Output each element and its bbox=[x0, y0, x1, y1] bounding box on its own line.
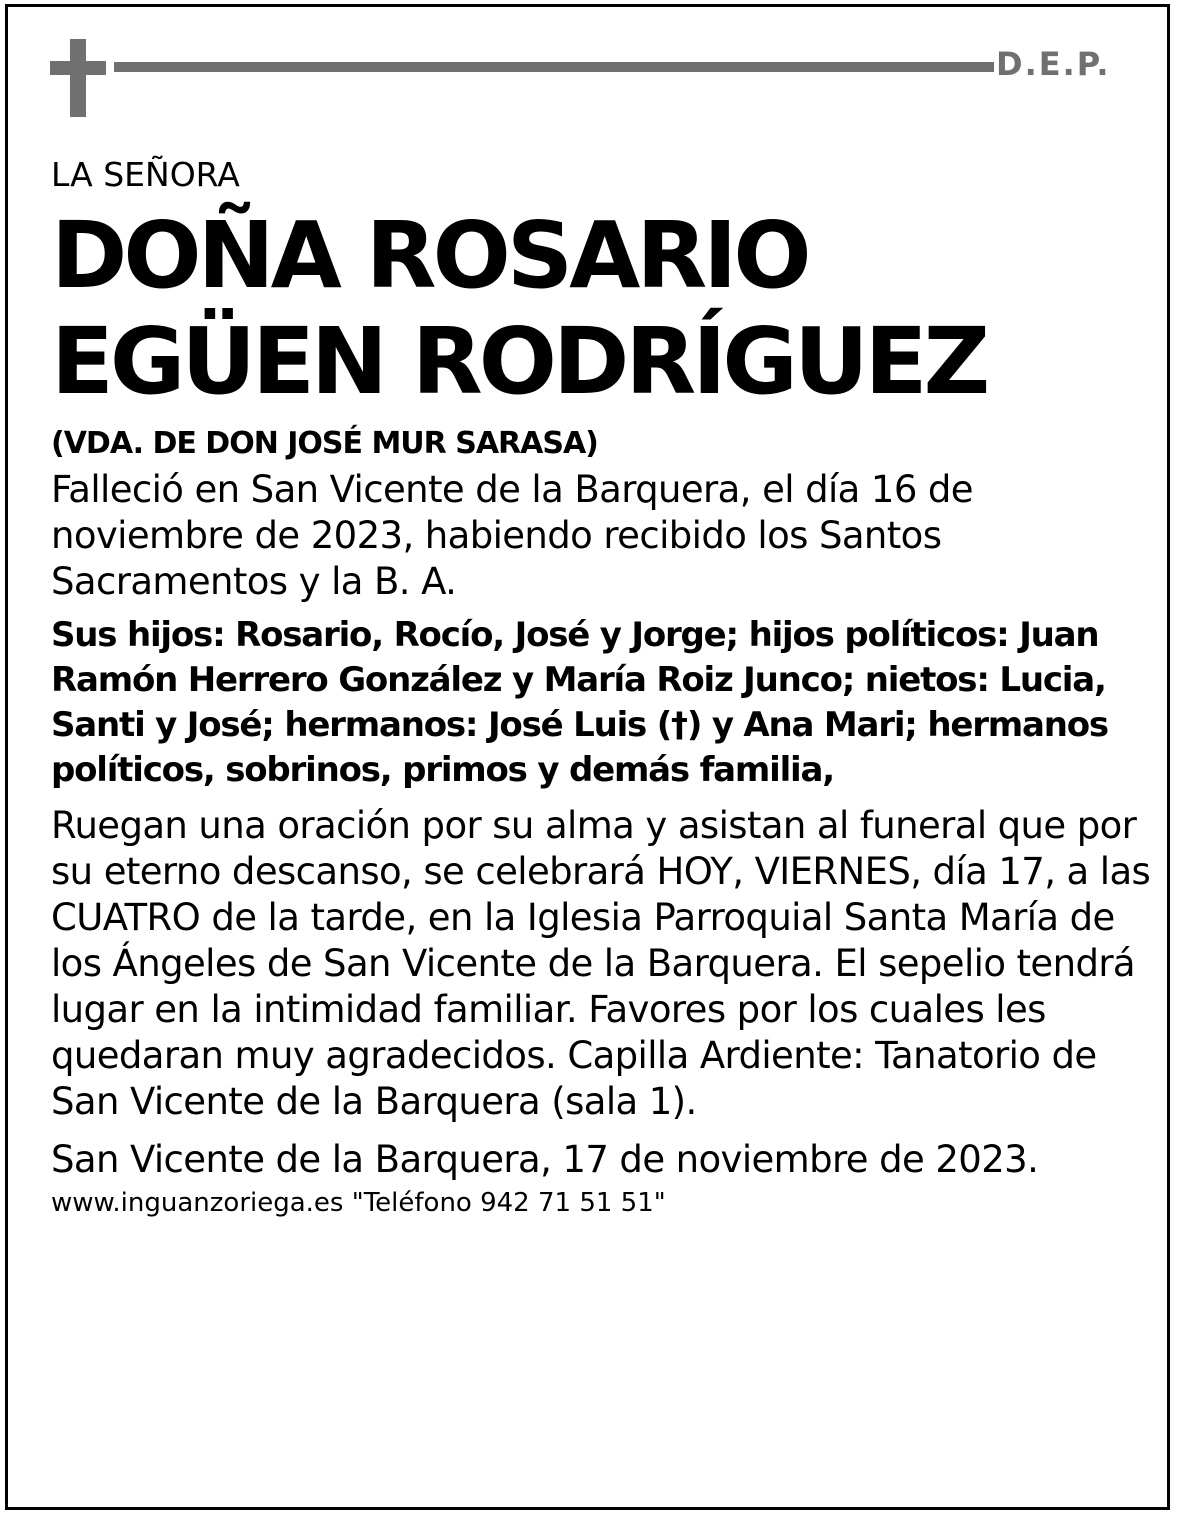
notice-header bbox=[8, 7, 1167, 117]
widow-of-line: (VDA. DE DON JOSÉ MUR SARASA) bbox=[51, 426, 598, 461]
notice-body bbox=[51, 155, 1151, 1219]
contact-line: www.inguanzoriega.es "Teléfono 942 71 51 51" bbox=[51, 1188, 666, 1218]
intro-label: LA SEÑORA bbox=[51, 155, 240, 194]
obituary-notice bbox=[5, 4, 1170, 1510]
dep-label: D.E.P. bbox=[996, 45, 1111, 83]
death-paragraph: Falleció en San Vicente de la Barquera, el día 16 de noviembre de 2023, habiendo recibido los Santos Sacramentos y la B. A. bbox=[51, 468, 973, 603]
funeral-paragraph: Ruegan una oración por su alma y asistan al funeral que por su eterno descanso, se celebrará HOY, VIERNES, día 17, a las CUATRO de la tarde, en la Iglesia Parroquial Santa María de los Ángeles de San Vicente de la Barquera. El sepelio tendrá lugar en la intimidad familiar. Favores por los cuales les quedaran muy agradecidos. Capilla Ardiente: Tanatorio de San Vicente de la Barquera (sala 1). bbox=[51, 804, 1151, 1123]
deceased-name bbox=[51, 203, 1151, 415]
name-line-1: DOÑA ROSARIO bbox=[51, 202, 808, 309]
header-rule bbox=[114, 62, 994, 72]
cross-icon bbox=[50, 39, 106, 117]
dateline: San Vicente de la Barquera, 17 de noviembre de 2023. bbox=[51, 1138, 1039, 1181]
name-line-2: EGÜEN RODRÍGUEZ bbox=[51, 308, 987, 415]
family-paragraph: Sus hijos: Rosario, Rocío, José y Jorge; hijos políticos: Juan Ramón Herrero González y María Roiz Junco; nietos: Lucia, Santi y José; hermanos: José Luis (†) y Ana Mari; hermanos políticos, sobrinos, primos y demás familia, bbox=[51, 615, 1108, 790]
